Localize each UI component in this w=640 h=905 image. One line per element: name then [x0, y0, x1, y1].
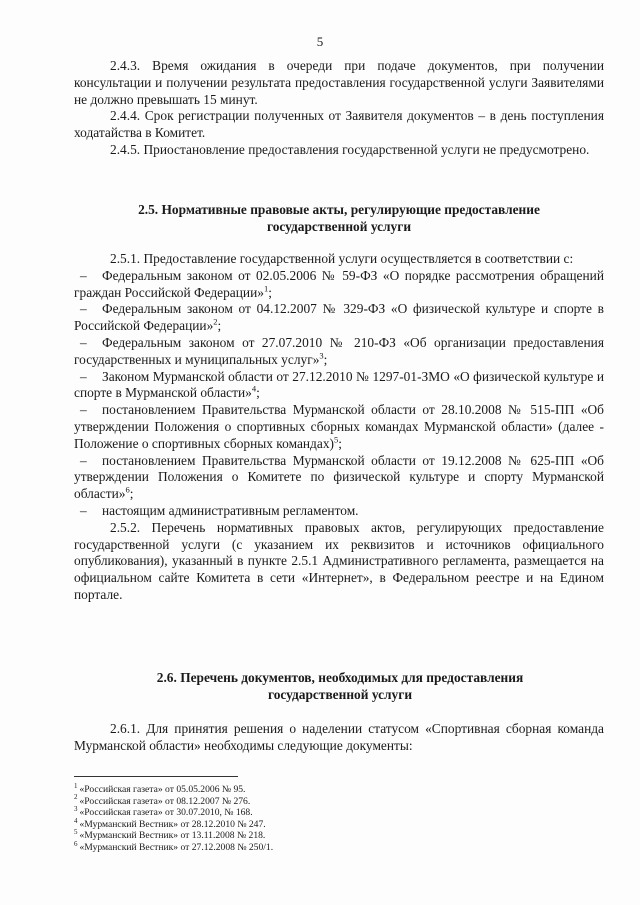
footnote-number: 6 [74, 839, 78, 848]
law-item-text: Федеральным законом от 04.12.2007 № 329-ФЗ «О физической культуре и спорте в Российской Федерации» [74, 301, 604, 334]
footnote-text: «Мурманский Вестник» от 27.12.2008 № 250/1. [79, 841, 274, 853]
section-2-6-body [74, 721, 604, 755]
footnote-6 [74, 839, 474, 854]
footnote-text: «Российская газета» от 08.12.2007 № 276. [79, 795, 251, 807]
item-suffix: ; [217, 318, 222, 334]
law-item-text: Законом Мурманской области от 27.12.2010 № 1297-01-ЗМО «О физической культуре и спорте в Мурманской области» [74, 368, 604, 401]
footnote-number: 5 [74, 828, 78, 837]
footnote-3 [74, 807, 474, 819]
law-item-text: постановлением Правительства Мурманской области от 19.12.2008 № 625-ПП «Об утверждении Положения о Комитете по физической культуре и спорту Мурманской области» [74, 452, 604, 502]
item-suffix: ; [338, 435, 342, 451]
footnote-5 [74, 830, 474, 842]
list-dash: – [80, 368, 87, 384]
footnote-ref: 1 [263, 283, 269, 294]
paragraph-2-5-2: 2.5.2. Перечень нормативных правовых актов, регулирующих предоставление государственной услуги (с указанием их реквизитов и источников официального опубликования), указанный в пункте 2.5.1 Административного регламента, размещается на официальном сайте Комитета в сети «Интернет», в Федеральном реестре и на Едином портале. [74, 519, 604, 602]
section-heading-2-6 [120, 669, 560, 703]
list-dash: – [80, 267, 87, 283]
paragraph-2-4-3: 2.4.3. Время ожидания в очереди при подаче документов, при получении консультации и получении результата предоставления государственной услуги Заявителями не должно превышать 15 минут. [74, 58, 604, 107]
paragraph-2-4-4: 2.4.4. Срок регистрации полученных от Заявителя документов – в день поступления ходатайства в Комитет. [74, 108, 604, 141]
list-dash: – [80, 452, 87, 468]
footnote-ref: 3 [319, 350, 324, 361]
heading-2-5: 2.5. Нормативные правовые акты, регулирующие предоставление государственной услуги [138, 202, 540, 234]
footnote-ref: 2 [213, 316, 218, 327]
law-item-text: постановлением Правительства Мурманской области от 28.10.2008 № 515-ПП «Об утверждении Положения о спортивных сборных командах Мурманской области» (далее - Положение о спортивных сборных командах) [74, 402, 604, 451]
section-heading-2-5 [100, 201, 578, 235]
footnote-4 [74, 816, 474, 831]
footnotes [74, 781, 474, 854]
paragraph-2-6-1: 2.6.1. Для принятия решения о наделении статусом «Спортивная сборная команда Мурманской области» необходимы следующие документы: [74, 721, 604, 753]
footnote-text: «Российская газета» от 30.07.2010, № 168. [79, 807, 253, 819]
list-dash: – [80, 502, 87, 518]
footnote-number: 4 [74, 816, 78, 825]
page-number: 5 [316, 34, 324, 49]
law-item-text: Федеральным законом от 27.07.2010 № 210-ФЗ «Об организации предоставления государственных и муниципальных услуг» [74, 334, 604, 367]
list-dash: – [80, 301, 87, 317]
list-dash: – [80, 334, 87, 350]
footnote-1 [74, 781, 474, 796]
footnote-ref: 5 [333, 434, 339, 445]
law-item-6 [74, 453, 604, 503]
footnote-text: «Российская газета» от 05.05.2006 № 95. [79, 784, 246, 795]
item-suffix: ; [323, 351, 328, 367]
footnote-text: «Мурманский Вестник» от 28.12.2010 № 247. [79, 818, 266, 830]
footnote-ref: 6 [125, 484, 130, 495]
footnote-text: «Мурманский Вестник» от 13.11.2008 № 218. [79, 830, 266, 842]
law-item-2 [74, 301, 604, 335]
item-suffix: ; [129, 486, 134, 502]
footnote-2 [74, 793, 474, 808]
footnote-number: 1 [74, 781, 78, 790]
item-suffix: ; [256, 385, 260, 401]
law-item-text: настоящим административным регламентом. [102, 502, 359, 518]
law-item-4 [74, 369, 604, 403]
footnote-number: 3 [74, 805, 78, 813]
law-item-text: Федеральным законом от 02.05.2006 № 59-ФЗ «О порядке рассмотрения обращений граждан Российской Федерации» [74, 267, 604, 300]
list-dash: – [80, 402, 87, 418]
law-item-3 [74, 335, 604, 369]
heading-2-6: 2.6. Перечень документов, необходимых для предоставления государственной услуги [156, 670, 524, 702]
paragraph-2-4-5: 2.4.5. Приостановление предоставления государственной услуги не предусмотрено. [110, 141, 590, 157]
law-item-7 [74, 503, 604, 520]
footnote-ref: 4 [251, 383, 257, 394]
item-suffix: ; [268, 284, 272, 300]
footnote-number: 2 [74, 793, 78, 802]
section-2-5-body [74, 251, 604, 604]
law-item-5 [74, 402, 604, 452]
paragraph-2-5-1: 2.5.1. Предоставление государственной услуги осуществляется в соответствии с: [110, 251, 574, 266]
section-2-4-tail [74, 58, 604, 159]
footnote-divider [74, 776, 238, 777]
law-item-1 [74, 268, 604, 302]
